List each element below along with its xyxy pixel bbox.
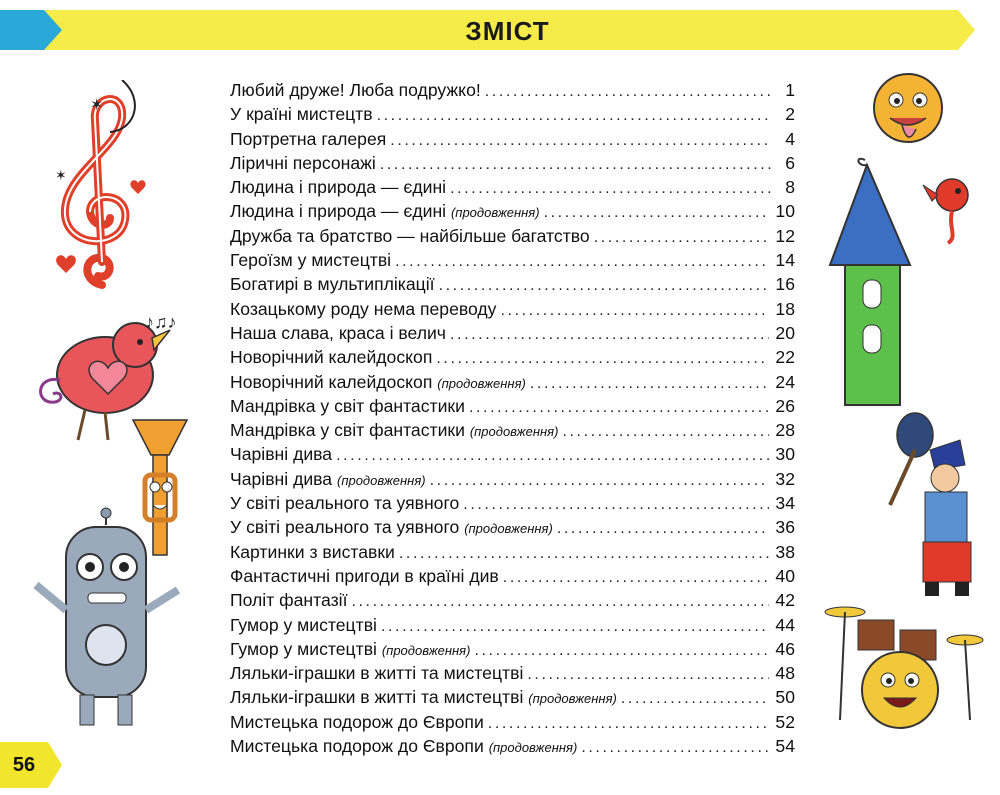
toc-entry-title-text: Мистецька подорож до Європи <box>230 711 484 732</box>
toc-entry-title-text: Політ фантазії <box>230 590 348 611</box>
toc-entry-page: 50 <box>775 687 795 708</box>
toc-entry-title <box>230 542 395 563</box>
drum-kit-icon <box>820 600 985 730</box>
toc-entry-title <box>230 372 526 393</box>
svg-text:♪♫♪: ♪♫♪ <box>145 312 177 332</box>
dot-leader <box>430 472 769 490</box>
dot-leader <box>336 447 769 465</box>
robot-icon <box>28 505 208 735</box>
toc-entry-page: 46 <box>775 638 795 659</box>
tower-icon <box>825 155 920 410</box>
toc-entry-title <box>230 639 470 660</box>
toc-entry <box>230 396 795 420</box>
toc-entry-title-text: Чарівні дива <box>230 444 333 465</box>
dot-leader <box>399 545 769 563</box>
toc-entry <box>230 250 795 274</box>
toc-entry-title-text: Мандрівка у світ фантастики <box>230 420 470 441</box>
toc-entry <box>230 104 795 128</box>
toc-entry-title-text: Людина і природа — єдині <box>230 177 447 198</box>
toc-entry-note: (продовження) <box>336 472 426 488</box>
dot-leader <box>390 132 771 150</box>
toc-entry <box>230 177 795 201</box>
toc-entry-note: (продовження) <box>488 740 578 756</box>
toc-entry <box>230 347 795 371</box>
toc-entry-title-text: Козацькому роду нема переводу <box>230 298 497 319</box>
toc-entry <box>230 372 795 396</box>
toc-entry-title-text: У країні мистецтв <box>230 104 373 125</box>
toc-entry-title <box>230 201 540 222</box>
toc-entry-page: 8 <box>785 177 795 198</box>
toc-entry <box>230 299 795 323</box>
page-number: 56 <box>12 754 36 776</box>
toc-entry-title <box>230 299 496 320</box>
toc-entry <box>230 80 795 104</box>
dot-leader <box>450 326 769 344</box>
dot-leader <box>463 496 769 514</box>
toc-entry-title-text: Новорічний калейдоскоп <box>230 347 433 368</box>
toc-entry-title-text: Богатирі в мультиплікації <box>230 274 435 295</box>
toc-entry <box>230 736 795 760</box>
dot-leader <box>485 83 771 101</box>
toc-entry-page: 42 <box>775 590 795 611</box>
toc-entry <box>230 323 795 347</box>
toc-entry-title-text: Мистецька подорож до Європи <box>230 736 489 757</box>
dot-leader <box>562 423 769 441</box>
toc-entry-page: 14 <box>775 250 795 271</box>
svg-text:✶: ✶ <box>90 97 104 114</box>
toc-entry-title <box>230 444 332 465</box>
toc-entry <box>230 153 795 177</box>
toc-entry-title <box>230 153 376 174</box>
dot-leader <box>557 520 769 538</box>
toc-entry <box>230 639 795 663</box>
toc-entry-title <box>230 129 386 150</box>
toc-entry <box>230 493 795 517</box>
toc-entry-title-text: Героїзм у мистецтві <box>230 250 392 271</box>
dot-leader <box>439 277 769 295</box>
toc-entry-title-text: Людина і природа — єдині <box>230 201 451 222</box>
toc-entry-title <box>230 274 435 295</box>
toc-entry <box>230 590 795 614</box>
toc-entry-page: 32 <box>775 468 795 489</box>
toc-entry-page: 18 <box>775 298 795 319</box>
dot-leader <box>436 350 769 368</box>
toc-entry-page: 10 <box>775 201 795 222</box>
toc-entry-page: 34 <box>775 493 795 514</box>
toc-entry <box>230 129 795 153</box>
toc-entry-title <box>230 736 577 757</box>
toc-entry-note: (продовження) <box>528 691 617 707</box>
toc-entry-note: (продовження) <box>464 521 553 537</box>
toc-entry-note: (продовження) <box>469 424 559 440</box>
dot-leader <box>377 107 771 125</box>
toc-entry-title-text: Гумор у мистецтві <box>230 638 382 659</box>
toc-entry-title-text: Ляльки-іграшки в житті та мистецтві <box>230 663 524 684</box>
toc-entry-page: 22 <box>775 347 795 368</box>
toc-entry-page: 16 <box>775 274 795 295</box>
toc-entry-title <box>230 226 590 247</box>
toc-entry-title <box>230 615 377 636</box>
dot-leader <box>381 618 769 636</box>
toc-entry-title-text: Любий друже! Люба подружко! <box>230 80 481 100</box>
dot-leader <box>351 593 769 611</box>
toc-entry-page: 28 <box>775 420 795 441</box>
toc-entry-title <box>230 663 523 684</box>
toc-entry-title <box>230 590 347 611</box>
toc-entry <box>230 226 795 250</box>
toc-entry-title-text: Чарівні дива <box>230 468 337 489</box>
toc-entry <box>230 469 795 493</box>
dot-leader <box>450 180 771 198</box>
toc-entry-title <box>230 323 446 344</box>
table-of-contents <box>230 80 795 760</box>
toc-entry-title-text: У світі реального та уявного <box>230 493 460 514</box>
toc-entry <box>230 566 795 590</box>
dot-leader <box>594 229 769 247</box>
dot-leader <box>527 666 769 684</box>
header-banner <box>0 10 975 50</box>
toc-entry-title <box>230 712 484 733</box>
toc-entry-title-text: Фантастичні пригоди в країні див <box>230 565 499 586</box>
toc-entry-title <box>230 493 459 514</box>
toc-entry-title <box>230 177 446 198</box>
toc-entry-page: 24 <box>775 371 795 392</box>
toc-entry <box>230 420 795 444</box>
toc-entry <box>230 687 795 711</box>
toc-entry <box>230 712 795 736</box>
treble-clef-icon <box>40 80 155 295</box>
toc-entry <box>230 517 795 541</box>
toc-entry-title-text: Наша слава, краса і велич <box>230 322 446 343</box>
toc-entry-page: 44 <box>775 614 795 635</box>
toc-entry-title <box>230 566 499 587</box>
toc-entry-page: 36 <box>775 517 795 538</box>
toc-entry-page: 54 <box>775 736 795 757</box>
toc-entry-page: 52 <box>775 711 795 732</box>
dot-leader <box>469 399 769 417</box>
toc-entry-title <box>230 347 432 368</box>
toc-entry-page: 48 <box>775 663 795 684</box>
toc-entry-title <box>230 469 426 490</box>
toc-entry-page: 6 <box>785 152 795 173</box>
dot-leader <box>488 715 769 733</box>
toc-entry-title-text: Картинки з виставки <box>230 541 395 562</box>
toc-entry-page: 20 <box>775 322 795 343</box>
red-bird-icon <box>918 155 978 245</box>
toc-entry <box>230 274 795 298</box>
toc-entry-title <box>230 517 553 538</box>
toc-entry-note: (продовження) <box>381 642 471 658</box>
dot-leader <box>621 690 769 708</box>
toc-entry-title-text: Гумор у мистецтві <box>230 614 377 635</box>
dot-leader <box>380 156 771 174</box>
dot-leader <box>581 739 769 757</box>
toc-entry-page: 40 <box>775 565 795 586</box>
toc-entry-title-text: Дружба та братство — найбільше багатство <box>230 225 590 246</box>
toc-entry <box>230 542 795 566</box>
dot-leader <box>530 375 769 393</box>
toc-entry-title <box>230 420 558 441</box>
toc-entry-title <box>230 396 465 417</box>
dot-leader <box>500 302 769 320</box>
dot-leader <box>503 569 769 587</box>
dot-leader <box>474 642 769 660</box>
dot-leader <box>544 204 769 222</box>
toc-entry-note: (продовження) <box>450 205 540 221</box>
toc-entry-title <box>230 687 617 708</box>
dot-leader <box>395 253 769 271</box>
toc-entry-title-text: Портретна галерея <box>230 128 387 149</box>
toc-entry-page: 26 <box>775 395 795 416</box>
cossack-icon <box>875 410 980 600</box>
toc-entry-page: 2 <box>785 104 795 125</box>
toc-entry-page: 12 <box>775 225 795 246</box>
toc-entry <box>230 663 795 687</box>
toc-entry-page: 38 <box>775 541 795 562</box>
toc-entry-title-text: Ляльки-іграшки в житті та мистецтві <box>230 687 529 708</box>
emoji-face-icon <box>860 70 960 155</box>
toc-entry-title-text: Новорічний калейдоскоп <box>230 371 438 392</box>
toc-entry-page: 30 <box>775 444 795 465</box>
toc-entry-page: 4 <box>785 128 795 149</box>
toc-entry-title <box>230 250 391 271</box>
toc-entry <box>230 615 795 639</box>
toc-entry-title <box>230 80 481 101</box>
toc-entry-page: 1 <box>785 80 795 100</box>
toc-entry-note: (продовження) <box>437 375 526 391</box>
toc-entry <box>230 444 795 468</box>
toc-entry <box>230 201 795 225</box>
toc-entry-title-text: Мандрівка у світ фантастики <box>230 395 465 416</box>
page-title: ЗМІСТ <box>465 16 550 46</box>
svg-text:✶: ✶ <box>55 167 67 183</box>
toc-entry-title-text: У світі реального та уявного <box>230 517 465 538</box>
toc-entry-title-text: Ліричні персонажі <box>230 152 376 173</box>
toc-entry-title <box>230 104 373 125</box>
